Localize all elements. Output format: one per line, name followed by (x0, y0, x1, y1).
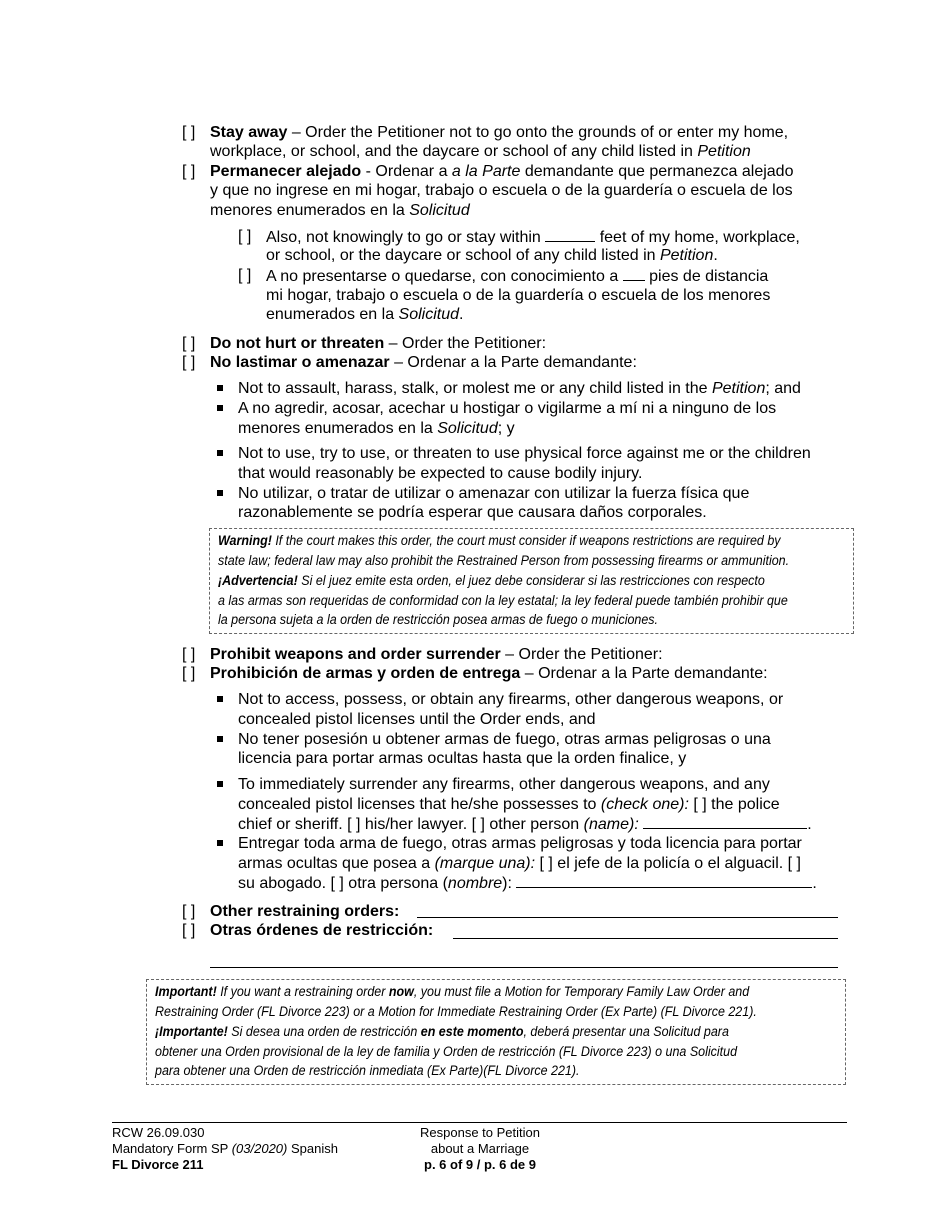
weapons-es-rest: – Ordenar a la Parte demandante: (520, 665, 768, 682)
also-es-solicitud: Solicitud (398, 306, 460, 323)
footer-title-line1: Response to Petition (420, 1125, 540, 1140)
other-es-title: Otras órdenes de restricción: (210, 922, 434, 939)
weapons-b4-line3 (238, 873, 817, 894)
bullet (217, 840, 223, 846)
weapons-b3-period: . (807, 816, 812, 833)
also-es-checkbox[interactable]: [ ] (238, 267, 252, 284)
weapons-b3-name-label: (name): (583, 816, 639, 833)
other-person-name-field[interactable] (643, 814, 807, 829)
bullet (217, 385, 223, 391)
weapons-b4-marque: (marque una): (434, 855, 536, 872)
warning-es-line3: la persona sujeta a la orden de restricción posea armas de fuego o municiones. (218, 612, 659, 628)
hurt-es-line (210, 353, 637, 373)
stay-away-checkbox[interactable]: [ ] (182, 124, 196, 141)
important-es-line1 (155, 1023, 729, 1043)
also-es-t3: enumerados en la (266, 306, 399, 323)
footer-rule (112, 1122, 847, 1123)
warning-en-line2: state law; federal law may also prohibit the Restrained Person from possessing firearms or ammunition. (218, 553, 790, 569)
footer-page: p. 6 of 9 / p. 6 de 9 (424, 1157, 536, 1172)
also-en-period: . (713, 247, 718, 264)
hurt-b1-t1: Not to assault, harass, stalk, or molest me or any child listed in the (238, 380, 712, 397)
footer-mandatory-t2: Spanish (287, 1141, 338, 1156)
weapons-b1-line1: Not to access, possess, or obtain any firearms, other dangerous weapons, or (238, 691, 784, 708)
important-box (146, 979, 846, 1085)
stay-away-es-t3: demandante que permanezca alejado (520, 163, 794, 180)
footer-mandatory (112, 1141, 338, 1157)
also-en-petition: Petition (659, 247, 714, 264)
stay-away-en-title: Stay away (210, 124, 288, 141)
footer-form-id: FL Divorce 211 (112, 1157, 204, 1172)
weapons-b2-line2: licencia para portar armas ocultas hasta que la orden finalice, y (238, 750, 687, 767)
weapons-es-title: Prohibición de armas y orden de entrega (210, 665, 521, 682)
weapons-b4-options[interactable]: [ ] el jefe de la policía o el alguacil. [ ] (535, 855, 801, 872)
also-es-line3 (266, 305, 463, 325)
also-en-line1 (266, 227, 800, 248)
important-en-t2: , you must file a Motion for Temporary Family Law Order and (413, 984, 750, 1000)
important-en-line1 (155, 983, 749, 1003)
also-en-t2: feet of my home, workplace, (595, 229, 800, 246)
weapons-en-checkbox[interactable]: [ ] (182, 646, 196, 663)
otra-persona-nombre-field[interactable] (516, 873, 812, 888)
bullet (217, 781, 223, 787)
hurt-en-rest: – Order the Petitioner: (384, 335, 547, 352)
important-en-now: now (388, 984, 414, 1000)
weapons-b3-line2 (238, 795, 780, 815)
hurt-en-line (210, 334, 546, 354)
footer-title-line2: about a Marriage (430, 1141, 530, 1156)
other-en-line (210, 902, 399, 922)
hurt-b1-petition: Petition (711, 380, 766, 397)
important-en-line2: Restraining Order (FL Divorce 223) or a Motion for Immediate Restraining Order (Ex Parte) (FL Divorce 221). (155, 1004, 757, 1020)
weapons-en-rest: – Order the Petitioner: (500, 646, 663, 663)
important-en-label: Important! (155, 984, 217, 1000)
stay-away-es-title: Permanecer alejado (210, 163, 362, 180)
warning-es-label: ¡Advertencia! (218, 573, 298, 589)
important-es-line2: obtener una Orden provisional de la ley de familia y Orden de restricción (FL Divorce 223) o una Solicitud (155, 1044, 738, 1060)
other-en-title: Other restraining orders: (210, 903, 400, 920)
weapons-b3-line1: To immediately surrender any firearms, other dangerous weapons, and any (238, 776, 770, 793)
stay-away-es-t1: - Ordenar a (361, 163, 452, 180)
hurt-en-checkbox[interactable]: [ ] (182, 335, 196, 352)
stay-away-es-checkbox[interactable]: [ ] (182, 163, 196, 180)
bullet (217, 490, 223, 496)
stay-away-es-line2: y que no ingrese en mi hogar, trabajo o escuela o de la guardería o escuela de los (210, 182, 793, 199)
weapons-b4-nombre: nombre (447, 875, 503, 892)
weapons-b4-period: . (812, 875, 817, 892)
stay-away-es-t4: menores enumerados en la (210, 202, 410, 219)
hurt-b2-line2 (238, 419, 515, 439)
other-es-checkbox[interactable]: [ ] (182, 922, 196, 939)
weapons-b3-police-option[interactable]: [ ] the police (688, 796, 780, 813)
other-en-field[interactable] (417, 917, 838, 918)
warning-en-label: Warning! (218, 533, 272, 549)
stay-away-en-text2: workplace, or school, and the daycare or school of any child listed in (210, 143, 698, 160)
bullet (217, 405, 223, 411)
weapons-b4-t1: armas ocultas que posea a (238, 855, 435, 872)
hurt-b4-line2: razonablemente se podría esperar que causara daños corporales. (238, 504, 707, 521)
weapons-es-line (210, 664, 768, 684)
hurt-es-title: No lastimar o amenazar (210, 354, 390, 371)
warning-es-line2: a las armas son requeridas de conformidad con la ley estatal; la ley federal puede también prohibir que (218, 593, 788, 609)
weapons-en-line (210, 645, 663, 665)
also-en-t1: Also, not knowingly to go or stay within (266, 229, 546, 246)
hurt-b1 (238, 379, 801, 399)
hurt-b4-line1: No utilizar, o tratar de utilizar o amenazar con utilizar la fuerza física que (238, 485, 750, 502)
stay-away-en-line1 (210, 123, 788, 143)
important-es-t2: , deberá presentar una Solicitud para (523, 1024, 729, 1040)
important-es-label: ¡Importante! (155, 1024, 228, 1040)
hurt-b2-line1: A no agredir, acosar, acechar u hostigar o vigilarme a mí ni a ninguno de los (238, 400, 777, 417)
hurt-b2-t1: menores enumerados en la (238, 420, 438, 437)
weapons-b3-line3 (238, 814, 812, 835)
also-es-period: . (459, 306, 464, 323)
weapons-b3-check-one: (check one): (600, 796, 689, 813)
also-en-t3: or school, or the daycare or school of any child listed in (266, 247, 660, 264)
weapons-b4-line1: Entregar toda arma de fuego, otras armas peligrosas y toda licencia para portar (238, 835, 802, 852)
weapons-b2-line1: No tener posesión u obtener armas de fuego, otras armas peligrosas o una (238, 731, 771, 748)
weapons-b1-line2: concealed pistol licenses until the Order ends, and (238, 711, 596, 728)
warning-en-line1 (218, 532, 781, 552)
warning-es-line1 (218, 572, 765, 592)
weapons-es-checkbox[interactable]: [ ] (182, 665, 196, 682)
weapons-b4-t3: ): (502, 875, 517, 892)
weapons-b3-options[interactable]: chief or sheriff. [ ] his/her lawyer. [ ] other person (238, 816, 584, 833)
hurt-b2-solicitud: Solicitud (437, 420, 498, 437)
hurt-b3-line1: Not to use, try to use, or threaten to use physical force against me or the children (238, 445, 811, 462)
bullet (217, 736, 223, 742)
also-es-line2: mi hogar, trabajo o escuela o de la guardería o escuela de los menores (266, 287, 771, 304)
stay-away-en-text: – Order the Petitioner not to go onto the grounds of or enter my home, (287, 124, 789, 141)
other-es-field[interactable] (453, 938, 838, 939)
other-es-line (210, 921, 433, 941)
important-es-momento: en este momento (420, 1024, 524, 1040)
weapons-b3-t1: concealed pistol licenses that he/she possesses to (238, 796, 601, 813)
weapons-en-title: Prohibit weapons and order surrender (210, 646, 501, 663)
feet-blank-es[interactable] (623, 266, 645, 281)
also-en-checkbox[interactable]: [ ] (238, 228, 252, 245)
stay-away-es-t2: a la Parte (451, 163, 521, 180)
weapons-b4-line2 (238, 854, 801, 874)
warning-box (209, 528, 854, 634)
other-en-checkbox[interactable]: [ ] (182, 903, 196, 920)
stay-away-es-solicitud: Solicitud (409, 202, 470, 219)
also-en-line2 (266, 246, 718, 266)
also-es-t1: A no presentarse o quedarse, con conocimiento a (266, 268, 623, 285)
stay-away-en-line2 (210, 142, 751, 162)
warning-es-t1: Si el juez emite esta orden, el juez debe considerar si las restricciones con respecto (297, 573, 765, 589)
stay-away-es-line3 (210, 201, 470, 221)
important-es-t1: Si desea una orden de restricción (227, 1024, 421, 1040)
also-es-t2: pies de distancia (644, 268, 769, 285)
footer-mandatory-t1: Mandatory Form SP (112, 1141, 232, 1156)
warning-en-t1: If the court makes this order, the court must consider if weapons restrictions are required by (271, 533, 781, 549)
hurt-b1-t2: ; and (765, 380, 801, 397)
footer-mandatory-date: (03/2020) (231, 1141, 288, 1156)
other-extra-field[interactable] (210, 967, 838, 968)
stay-away-en-petition: Petition (697, 143, 751, 160)
hurt-b2-t2: ; y (497, 420, 515, 437)
important-en-t1: If you want a restraining order (216, 984, 389, 1000)
stay-away-es-line1 (210, 162, 793, 182)
bullet (217, 696, 223, 702)
hurt-es-rest: – Ordenar a la Parte demandante: (389, 354, 637, 371)
hurt-es-checkbox[interactable]: [ ] (182, 354, 196, 371)
footer-rcw: RCW 26.09.030 (112, 1125, 205, 1140)
feet-blank-en[interactable] (545, 227, 595, 242)
also-es-line1 (266, 266, 768, 287)
hurt-b3-line2: that would reasonably be expected to cause bodily injury. (238, 465, 643, 482)
weapons-b4-t2[interactable]: su abogado. [ ] otra persona ( (238, 875, 448, 892)
important-es-line3: para obtener una Orden de restricción inmediata (Ex Parte)(FL Divorce 221). (155, 1063, 580, 1079)
hurt-en-title: Do not hurt or threaten (210, 335, 385, 352)
bullet (217, 450, 223, 456)
